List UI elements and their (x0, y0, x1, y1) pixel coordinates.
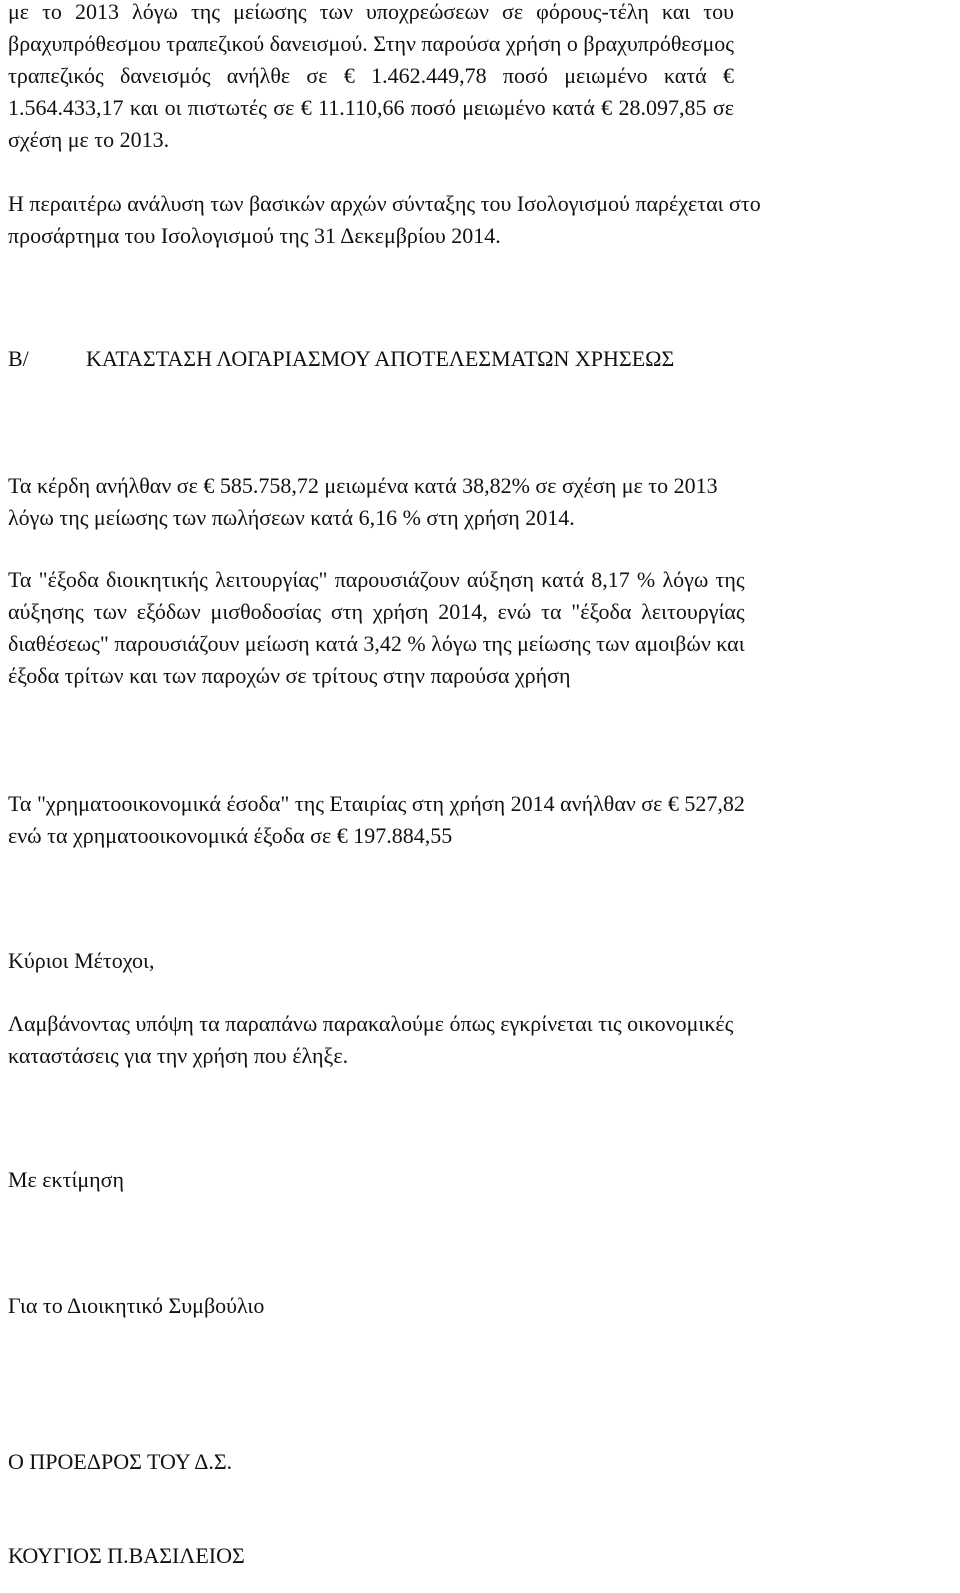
text-line: προσάρτημα του Ισολογισμού της 31 Δεκεμβρίου 2014. (8, 223, 501, 248)
text-line: ενώ τα χρηματοοικονομικά έξοδα σε € 197.884,55 (8, 823, 453, 848)
chairman-title: Ο ΠΡΟΕΔΡΟΣ ΤΟΥ Δ.Σ. (8, 1449, 233, 1474)
section-heading-income-statement (8, 343, 674, 375)
text-line: Τα κέρδη ανήλθαν σε € 585.758,72 μειωμένα κατά 38,82% σε σχέση με το 2013 (8, 473, 718, 498)
paragraph-balance-liabilities (8, 0, 734, 156)
paragraph-balance-principles (8, 188, 761, 252)
text-line: βραχυπρόθεσμου τραπεζικού δανεισμού. Στην παρούσα χρήση ο βραχυπρόθεσμος (8, 31, 735, 56)
paragraph-financial-income (8, 788, 745, 852)
text-line: λόγω της μείωσης των πωλήσεων κατά 6,16 % στη χρήση 2014. (8, 505, 575, 530)
paragraph-expenses (8, 564, 745, 692)
text-line: Η περαιτέρω ανάλυση των βασικών αρχών σύνταξης του Ισολογισμού παρέχεται στο (8, 191, 761, 216)
paragraph-approval-request (8, 1008, 733, 1072)
text-line: έξοδα τρίτων και των παροχών σε τρίτους στην παρούσα χρήση (8, 663, 571, 688)
text-line: διαθέσεως" παρουσιάζουν μείωση κατά 3,42 % λόγω της μείωσης των αμοιβών και (8, 631, 745, 656)
text-line: σχέση με το 2013. (8, 127, 170, 152)
salutation: Κύριοι Μέτοχοι, (8, 948, 155, 973)
text-line: Τα "έξοδα διοικητικής λειτουργίας" παρουσιάζουν αύξηση κατά 8,17 % λόγω της (8, 567, 745, 592)
chairman-name: ΚΟΥΓΙΟΣ Π.ΒΑΣΙΛΕΙΟΣ (8, 1543, 245, 1568)
text-line: Λαμβάνοντας υπόψη τα παραπάνω παρακαλούμε όπως εγκρίνεται τις οικονομικές (8, 1011, 734, 1036)
section-title: ΚΑΤΑΣΤΑΣΗ ΛΟΓΑΡΙΑΣΜΟΥ ΑΠΟΤΕΛΕΣΜΑΤΩΝ ΧΡΗΣΕΩΣ (86, 346, 675, 371)
text-line: καταστάσεις για την χρήση που έληξε. (8, 1043, 349, 1068)
paragraph-profits (8, 470, 718, 534)
text-line: 1.564.433,17 και οι πιστωτές σε € 11.110,66 ποσό μειωμένο κατά € 28.097,85 σε (8, 95, 735, 120)
section-number: Β/ (8, 346, 29, 371)
board-line: Για το Διοικητικό Συμβούλιο (8, 1293, 265, 1318)
text-line: τραπεζικός δανεισμός ανήλθε σε € 1.462.449,78 ποσό μειωμένο κατά € (8, 63, 735, 88)
closing-line: Με εκτίμηση (8, 1167, 125, 1192)
text-line: Τα "χρηματοοικονομικά έσοδα" της Εταιρίας στη χρήση 2014 ανήλθαν σε € 527,82 (8, 791, 745, 816)
text-line: αύξησης των εξόδων μισθοδοσίας στη χρήση 2014, ενώ τα "έξοδα λειτουργίας (8, 599, 745, 624)
text-line: με το 2013 λόγω της μείωσης των υποχρεώσεων σε φόρους-τέλη και του (8, 0, 735, 24)
